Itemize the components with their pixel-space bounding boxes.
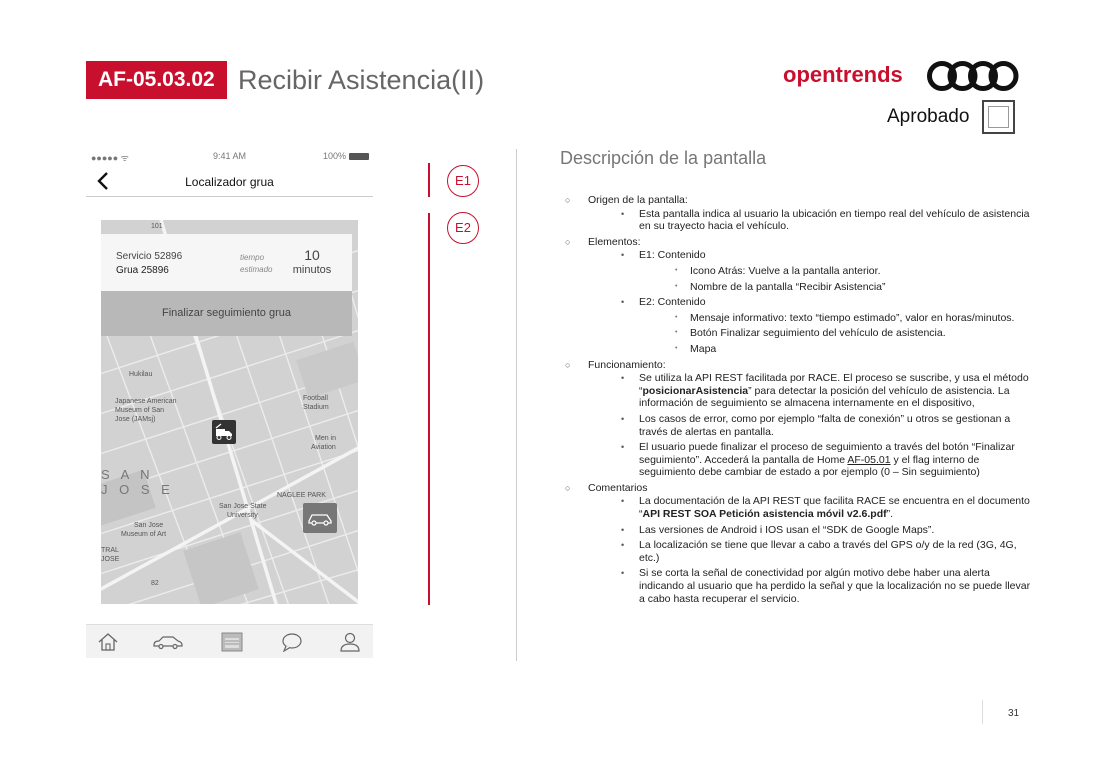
map-highway-label: 101 xyxy=(151,223,163,230)
com-item-docs xyxy=(565,495,1035,520)
estimated-time-label xyxy=(240,252,272,276)
section-origen-heading: ○ Origen de la pantalla: xyxy=(565,194,1035,207)
com-item-sdk: • Las versiones de Android i IOS usan el “SDK de Google Maps”. xyxy=(565,524,1035,537)
tow-truck-marker-icon[interactable] xyxy=(212,420,236,444)
map-label-museum-2: Museum of San xyxy=(115,407,165,414)
battery-icon xyxy=(349,153,369,160)
com-1c: ”. xyxy=(886,508,894,521)
map-label-art: San Jose xyxy=(134,522,164,529)
user-icon[interactable] xyxy=(330,625,370,659)
page-number: 31 xyxy=(1008,708,1020,719)
bottom-tab-bar xyxy=(86,624,373,658)
func-1b: posicionarAsistencia xyxy=(642,384,749,397)
home-icon[interactable] xyxy=(88,625,128,659)
navigation-bar xyxy=(86,167,373,197)
e1-heading: • E1: Contenido xyxy=(565,249,1035,262)
approved-label: Aprobado xyxy=(887,106,970,127)
map-label-museum-3: Jose (JAMsj) xyxy=(115,416,156,423)
map-label-sjsu-2: University xyxy=(227,512,258,519)
map-route-label: 82 xyxy=(151,580,159,587)
estimated-time-unit: minutos xyxy=(292,264,332,276)
callout-e1: E1 xyxy=(447,165,479,197)
tow-truck-number: Grua 25896 xyxy=(116,265,169,276)
car-icon[interactable] xyxy=(148,625,188,659)
com-1b: API REST SOA Petición asistencia móvil v2.6.pdf xyxy=(642,508,887,521)
map-label-stadium: Football xyxy=(303,395,328,402)
com-1a: La documentación de la API REST que facilita RACE se encuentra en el documento “ xyxy=(639,495,1030,521)
phone-mockup xyxy=(86,145,373,660)
map-label-stadium-2: Stadium xyxy=(303,404,329,411)
map-label-hukilau: Hukilau xyxy=(129,371,153,378)
func-item-api xyxy=(565,372,1035,410)
origen-item: • Esta pantalla indica al usuario la ubicación en tiempo real del vehículo de asistencia en su trayecto hacia el vehículo. xyxy=(565,208,1035,233)
e2-item-map: • Mapa xyxy=(565,343,1035,356)
e2-item-button: • Botón Finalizar seguimiento del vehículo de asistencia. xyxy=(565,327,1035,340)
func-3a: El usuario puede finalizar el proceso de seguimiento a través del botón “Finalizar seguimiento”. Accederá la pantalla de Home xyxy=(639,441,1015,466)
audi-rings-logo xyxy=(926,60,1020,92)
map-label-aviation: Men in xyxy=(315,435,337,442)
garage-icon[interactable] xyxy=(212,625,252,659)
map-label-jose-2: JOSE xyxy=(101,556,120,563)
callout-e2: E2 xyxy=(447,212,479,244)
map-label-tral: TRAL xyxy=(101,547,119,554)
func-1c: ” para detectar la posición del vehículo de asistencia. La información de seguimiento se almacena internamente en el dispositivo, xyxy=(639,384,1010,410)
e2-bracket-line xyxy=(428,213,430,605)
e1-item-back: • Icono Atrás: Vuelve a la pantalla anterior. xyxy=(565,265,1035,278)
car-marker-icon[interactable] xyxy=(303,503,337,533)
e2-heading: • E2: Contenido xyxy=(565,296,1035,309)
slide-title: Recibir Asistencia(II) xyxy=(238,65,485,95)
map-label-naglee: NAGLEE PARK xyxy=(277,492,326,499)
map-label-sjsu: San Jose State xyxy=(219,503,267,510)
approved-checkbox[interactable] xyxy=(982,100,1015,134)
status-time: 9:41 AM xyxy=(212,151,247,161)
status-bar xyxy=(86,145,373,167)
estimated-time-line1: tiempo xyxy=(240,253,265,262)
estimated-time-line2: estimado xyxy=(240,265,273,274)
battery-indicator xyxy=(323,151,369,161)
tracking-info-card xyxy=(101,234,352,291)
chat-icon[interactable] xyxy=(272,625,312,659)
func-3c: y el flag interno de seguimiento debe cambiar de estado a por ejemplo (0 – Sin seguimiento) xyxy=(639,453,980,479)
func-item-errors: • Los casos de error, como por ejemplo “falta de conexión” u otros se gestionan a través de alertas en pantalla. xyxy=(565,413,1035,438)
map-label-jose: J O S E xyxy=(101,482,174,497)
section-elementos-heading: ○ Elementos: xyxy=(565,236,1035,249)
screen-title: Localizador grua xyxy=(185,175,274,189)
description-body xyxy=(565,194,1035,608)
map-label-san: S A N xyxy=(101,467,154,482)
com-item-gps: • La localización se tiene que llevar a cabo a través del GPS o/y de la red (3G, 4G, etc.) xyxy=(565,539,1035,564)
section-funcionamiento-heading: ○ Funcionamiento: xyxy=(565,359,1035,372)
map-label-art-2: Museum of Art xyxy=(121,531,167,538)
service-number: Servicio 52896 xyxy=(116,251,183,262)
e1-bracket-line xyxy=(428,163,430,197)
func-1a: Se utiliza la API REST facilitada por RACE. El proceso se suscribe, y usa el método “ xyxy=(639,372,1029,397)
column-divider xyxy=(516,149,517,661)
func-item-finish xyxy=(565,441,1035,479)
battery-percent: 100% xyxy=(322,151,346,161)
description-title: Descripción de la pantalla xyxy=(560,148,767,168)
e1-item-name: • Nombre de la pantalla “Recibir Asistencia” xyxy=(565,281,1035,294)
page-number-divider xyxy=(982,700,983,724)
finish-tracking-button[interactable]: Finalizar seguimiento grua xyxy=(101,291,352,336)
map-label-museum: Japanese American xyxy=(115,398,177,405)
document-code-badge: AF-05.03.02 xyxy=(86,61,227,99)
estimated-time-value: 10 xyxy=(304,247,320,263)
map-view[interactable] xyxy=(101,220,358,604)
com-item-signal: • Si se corta la señal de conectividad por algún motivo debe haber una alerta indicando al usuario que ha perdido la señal y que la localización no se puede llevar a cabo hasta recuperar el servicio. xyxy=(565,567,1035,605)
home-screen-link[interactable]: AF-05.01 xyxy=(847,453,891,466)
signal-indicator: ●●●●● ᯤ xyxy=(91,153,129,163)
brand-logo-text: opentrends xyxy=(783,62,903,87)
map-label-aviation-2: Aviation xyxy=(311,444,336,451)
e2-item-message: • Mensaje informativo: texto “tiempo estimado”, valor en horas/minutos. xyxy=(565,312,1035,325)
section-comentarios-heading: ○ Comentarios xyxy=(565,482,1035,495)
